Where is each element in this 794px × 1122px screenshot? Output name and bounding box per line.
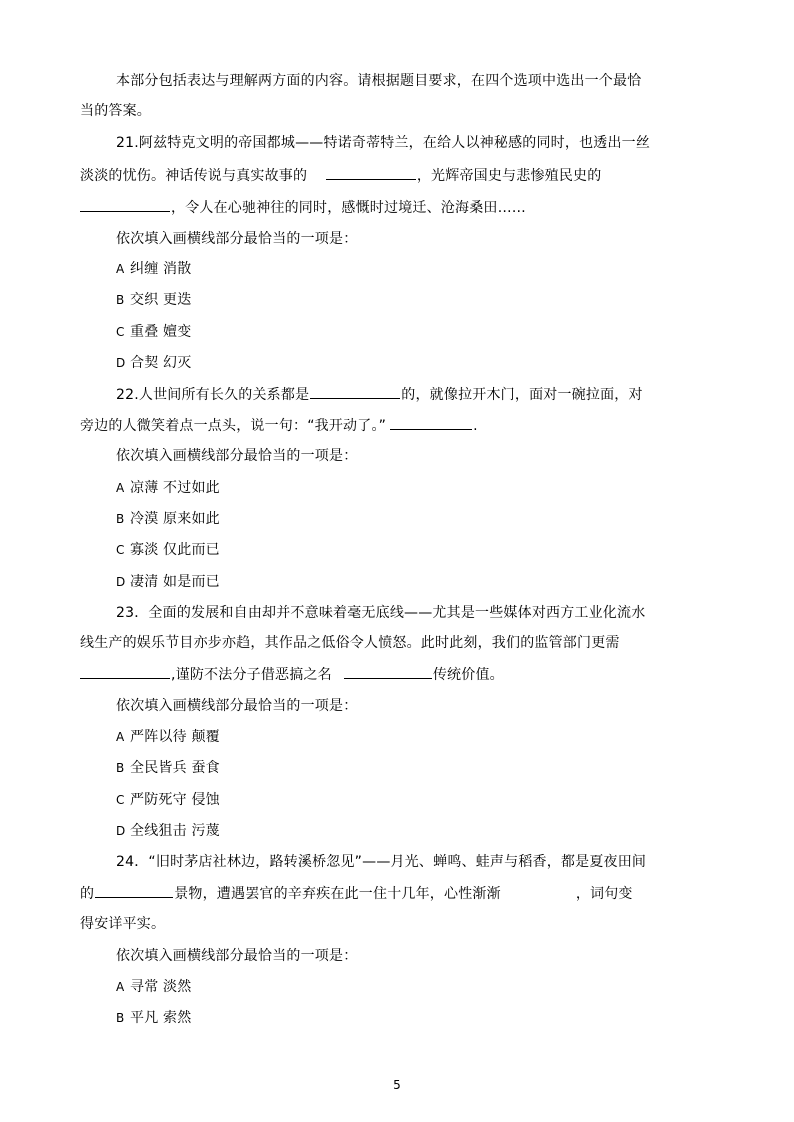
q22-text-d: . bbox=[473, 418, 478, 434]
option-text: 纠缠 消散 bbox=[130, 261, 192, 277]
q21-text-c: ，令人在心驰神往的同时，感慨时过境迁、沧海桑田…… bbox=[171, 200, 526, 216]
q23-line-2: 线生产的娱乐节目亦步亦趋，其作品之低俗令人愤怒。此时此刻，我们的监管部门更需 bbox=[80, 635, 620, 651]
q22-option-c bbox=[116, 541, 220, 559]
option-text: 重叠 嬗变 bbox=[130, 324, 192, 340]
intro-line-1: 本部分包括表达与理解两方面的内容。请根据题目要求，在四个选项中选出一个最恰 bbox=[116, 73, 642, 89]
option-text: 寻常 淡然 bbox=[130, 979, 192, 995]
option-letter: B bbox=[116, 512, 125, 526]
q24-text-c: ，词句变 bbox=[575, 886, 633, 902]
q23-option-b bbox=[116, 759, 220, 777]
option-letter: A bbox=[116, 481, 125, 495]
option-text: 全民皆兵 蚕食 bbox=[130, 760, 220, 776]
q22-option-d bbox=[116, 573, 220, 591]
q24-line-3: 得安详平实。 bbox=[80, 916, 166, 932]
q23-text-a: ,谨防不法分子借恶搞之名 bbox=[171, 667, 332, 683]
option-letter: C bbox=[116, 543, 125, 557]
option-text: 交织 更迭 bbox=[130, 292, 192, 308]
q22-text-a: 22.人世间所有长久的关系都是 bbox=[116, 387, 310, 403]
q23-prompt: 依次填入画横线部分最恰当的一项是： bbox=[116, 698, 358, 714]
q23-option-a bbox=[116, 728, 220, 746]
option-letter: A bbox=[116, 980, 125, 994]
option-text: 凉薄 不过如此 bbox=[130, 480, 220, 496]
page-number: 5 bbox=[393, 1078, 401, 1092]
q22-line-1 bbox=[116, 385, 643, 403]
q24-blank-2 bbox=[509, 884, 575, 898]
q24-option-b bbox=[116, 1009, 191, 1027]
q23-blank-1 bbox=[80, 665, 170, 679]
q23-option-c bbox=[116, 791, 220, 809]
option-letter: A bbox=[116, 730, 125, 744]
option-letter: D bbox=[116, 575, 126, 589]
option-letter: D bbox=[116, 824, 126, 838]
option-letter: B bbox=[116, 761, 125, 775]
q23-line-3 bbox=[80, 665, 504, 683]
option-letter: A bbox=[116, 262, 125, 276]
q21-option-c bbox=[116, 323, 191, 341]
q22-line-2 bbox=[80, 416, 478, 434]
option-text: 平凡 索然 bbox=[130, 1010, 192, 1026]
q22-option-a bbox=[116, 479, 220, 497]
q21-line-2 bbox=[80, 166, 601, 184]
option-letter: D bbox=[116, 356, 126, 370]
option-text: 严阵以待 颠覆 bbox=[130, 729, 220, 745]
q21-blank-2 bbox=[80, 198, 170, 212]
q22-blank-1 bbox=[310, 385, 400, 399]
q22-text-c: 旁边的人微笑着点一点头，说一句：“我开动了。” bbox=[80, 418, 387, 434]
q22-option-b bbox=[116, 510, 220, 528]
option-text: 严防死守 侵蚀 bbox=[130, 792, 220, 808]
intro-line-2: 当的答案。 bbox=[80, 103, 151, 119]
q23-option-d bbox=[116, 822, 220, 840]
q24-prompt: 依次填入画横线部分最恰当的一项是： bbox=[116, 948, 358, 964]
q21-prompt: 依次填入画横线部分最恰当的一项是： bbox=[116, 231, 358, 247]
q21-text-a: 淡淡的忧伤。神话传说与真实故事的 bbox=[80, 168, 308, 184]
q23-line-1: 23．全面的发展和自由却并不意味着毫无底线——尤其是一些媒体对西方工业化流水 bbox=[116, 605, 646, 621]
q22-text-b: 的，就像拉开木门，面对一碗拉面，对 bbox=[401, 387, 643, 403]
q22-prompt: 依次填入画横线部分最恰当的一项是： bbox=[116, 448, 358, 464]
option-letter: C bbox=[116, 793, 125, 807]
q24-line-1: 24．“旧时茅店社林边，路转溪桥忽见”——月光、蝉鸣、蛙声与稻香，都是夏夜田间 bbox=[116, 854, 647, 870]
q24-text-a: 的 bbox=[80, 886, 95, 902]
q21-line-1: 21.阿兹特克文明的帝国都城——特诺奇蒂特兰，在给人以神秘感的同时，也透出一丝 bbox=[116, 135, 651, 151]
q24-option-a bbox=[116, 978, 191, 996]
q21-option-a bbox=[116, 260, 191, 278]
q24-line-2 bbox=[80, 884, 633, 902]
option-letter: C bbox=[116, 325, 125, 339]
q21-text-b: ，光辉帝国史与悲惨殖民史的 bbox=[416, 168, 602, 184]
option-text: 合契 幻灭 bbox=[130, 355, 192, 371]
q23-text-b: 传统价值。 bbox=[432, 667, 504, 683]
q22-blank-2 bbox=[390, 416, 472, 430]
q21-blank-1 bbox=[326, 166, 416, 180]
option-text: 寡淡 仅此而已 bbox=[130, 542, 220, 558]
q21-line-3 bbox=[80, 198, 526, 216]
option-text: 全线狙击 污蔑 bbox=[130, 823, 220, 839]
q24-text-b: 景物，遭遇罢官的辛弃疾在此一住十几年，心性渐渐 bbox=[174, 886, 501, 902]
option-text: 冷漠 原来如此 bbox=[130, 511, 220, 527]
option-text: 凄清 如是而已 bbox=[130, 574, 220, 590]
q21-option-b bbox=[116, 291, 191, 309]
q23-blank-2 bbox=[344, 665, 432, 679]
option-letter: B bbox=[116, 293, 125, 307]
q21-option-d bbox=[116, 354, 191, 372]
q24-blank-1 bbox=[95, 884, 173, 898]
option-letter: B bbox=[116, 1011, 125, 1025]
